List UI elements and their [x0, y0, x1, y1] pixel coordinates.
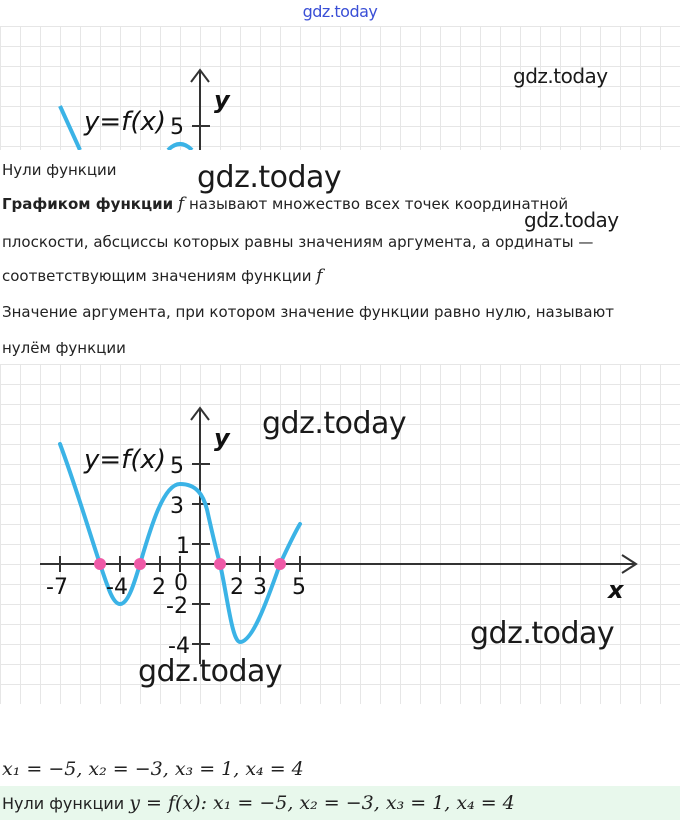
y-axis-label: y — [214, 424, 230, 452]
watermark-1: gdz.today — [513, 64, 608, 88]
x-tick-label: 3 — [253, 575, 267, 600]
root-marker-x1 — [94, 558, 106, 570]
answer-label: Нули функции — [2, 794, 125, 813]
definition-f: f — [177, 194, 185, 214]
x-tick-label: 5 — [292, 575, 306, 600]
y-tick-label: 1 — [176, 534, 190, 559]
y-tick-label: -2 — [166, 594, 188, 619]
definition-line-3 — [2, 266, 323, 286]
answer-math: y = f(x): x₁ = −5, x₂ = −3, x₃ = 1, x₄ = 4 — [129, 792, 515, 814]
y-tick-label: 3 — [170, 494, 184, 519]
x-tick-label: 2 — [230, 575, 244, 600]
definition-term: Графиком функции — [2, 195, 174, 213]
definition-line-5: нулём функции — [2, 339, 126, 357]
definition-line-2: плоскости, абсциссы которых равны значениям аргумента, а ординаты — — [2, 233, 594, 251]
watermark-2: gdz.today — [197, 160, 342, 195]
root-marker-x2 — [134, 558, 146, 570]
x-tick-label: 0 — [174, 571, 188, 596]
watermark-top: gdz.today — [302, 2, 378, 21]
top-y-label: y — [214, 86, 230, 114]
x-tick-label: -4 — [106, 575, 128, 600]
x-tick-label: 2 — [152, 575, 166, 600]
watermark-3: gdz.today — [524, 208, 619, 232]
function-graph — [0, 364, 680, 704]
watermark-5: gdz.today — [470, 616, 615, 651]
definition-line3-text: соответствующим значениям функции — [2, 267, 312, 285]
root-marker-x3 — [214, 558, 226, 570]
definition-f-2: f — [316, 266, 323, 286]
section-title: Нули функции — [2, 161, 117, 179]
watermark-4: gdz.today — [262, 406, 407, 441]
answer-box — [0, 786, 680, 820]
graph-top-fragment — [0, 26, 680, 150]
definition-line-1 — [2, 194, 568, 214]
y-tick-label: -4 — [168, 634, 190, 659]
top-tick-5-label: 5 — [170, 115, 184, 140]
function-label: y=f(x) — [84, 445, 166, 475]
roots-line: x₁ = −5, x₂ = −3, x₃ = 1, x₄ = 4 — [2, 758, 304, 780]
definition-line1-rest: называют множество всех точек координатной — [188, 195, 569, 213]
y-tick-label: 5 — [170, 454, 184, 479]
x-tick-label: -7 — [46, 575, 68, 600]
top-func-label: y=f(x) — [84, 107, 166, 137]
graph-top-svg — [0, 26, 680, 150]
watermark-6: gdz.today — [138, 654, 283, 689]
x-axis-label: x — [608, 576, 624, 604]
root-marker-x4 — [274, 558, 286, 570]
definition-line-4: Значение аргумента, при котором значение функции равно нулю, называют — [2, 303, 614, 321]
